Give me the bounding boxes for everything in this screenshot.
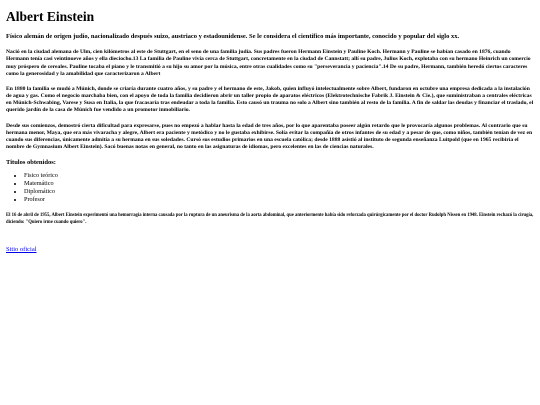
- list-item: • Diplomático: [24, 188, 534, 196]
- intro-paragraph: Físico alemán de origen judío, nacionalizado después suizo, austriaco y estadounidense. Se le considera el científico más importante, conocido y popular del siglo xx.: [6, 32, 460, 40]
- page-title: Albert Einstein: [6, 9, 95, 24]
- titles-list: [6, 172, 534, 204]
- biography-paragraph-2: En 1880 la familia se mudó a Múnich, donde se criaría durante cuatro años, y su padre y el hermano de este, Jakob, quien influyó intelectualmente sobre Albert, fundaron en octubre una empresa dedicada a la instalación de agua y gas. Como el negocio marchaba bien, con el apoyo de toda la familia decidieron abrir un taller propio de aparatos eléctricos (Elektrotechnische Fabrik J. Einstein & Cie.), que suministraban a centrales eléctricas en Múnich-Schwabing, Varese y Susa en Italia, la que fracasaría tras endeudar a toda la familia. Esto causó un trauma no solo a Albert sino también al resto de la familia. A fin de saldar las deudas y financiar el traslado, el querido jardín de la casa de Múnich fue vendido a un promotor inmobiliario.: [6, 85, 534, 114]
- list-item: • Profesor: [24, 196, 534, 204]
- list-item: • Fisico teórico: [24, 172, 534, 180]
- titles-heading: Titulos obtenidos:: [6, 159, 56, 167]
- biography-paragraph-3: Desde sus comienzos, demostró cierta dificultad para expresarse, pues no empezó a hablar hasta la edad de tres años, por lo que aparentaba poseer algún retardo que le provocaría algunos problemas. Al contrario que su hermana menor, Maya, que era más vivaracha y alegre, Albert era paciente y metódico y no le gustaba exhibirse. Solía evitar la compañía de otros infantes de su edad y a pesar de que, como niños, también tenían de vez en cuando sus diferencias, únicamente admitía a su hermana en sus soledades. Cursó sus estudios primarios en una escuela católica; desde 1888 asistió al instituto de segunda enseñanza Luitpold (que en 1965 recibiría el nombre de Gymnasium Albert Einstein). Sacó buenas notas en general, no tanto en las asignaturas de idiomas, pero excelentes en las de ciencias naturales.: [6, 122, 533, 150]
- biography-paragraph-1: Nació en la ciudad alemana de Ulm, cien kilómetros al este de Stuttgart, en el seno de una familia judía. Sus padres fueron Hermann Einstein y Pauline Koch. Hermann y Pauline se habían casado en 1876, cuando Hermann tenía casi veintinueve años y ella dieciocho.13 La familia de Pauline vivía cerca de Stuttgart, concretamente en la ciudad de Cannstatt; allí su padre, Julius Koch, explotaba con su hermano Heinrich un comercio muy próspero de cereales. Pauline tocaba el piano y le transmitió a su hijo su amor por la música, entre otras cualidades como su "perseverancia y paciencia".14 De su padre, Hermann, también heredó ciertos caracteres como la generosidad y la amabilidad que caracterizaron a Albert: [6, 49, 531, 77]
- death-note: El 16 de abril de 1955, Albert Einstein experimentó una hemorragia interna causada por la ruptura de un aneurisma de la aorta abdominal, que anteriormente había sido reforzada quirúrgicamente por el doctor Rudolph Nissen en 1948. Einstein rechazó la cirugía, diciendo: "Quiero irme cuando quiero".: [6, 213, 534, 225]
- official-site-link[interactable]: Sitio oficial: [6, 246, 37, 254]
- list-item: • Matemático: [24, 180, 534, 188]
